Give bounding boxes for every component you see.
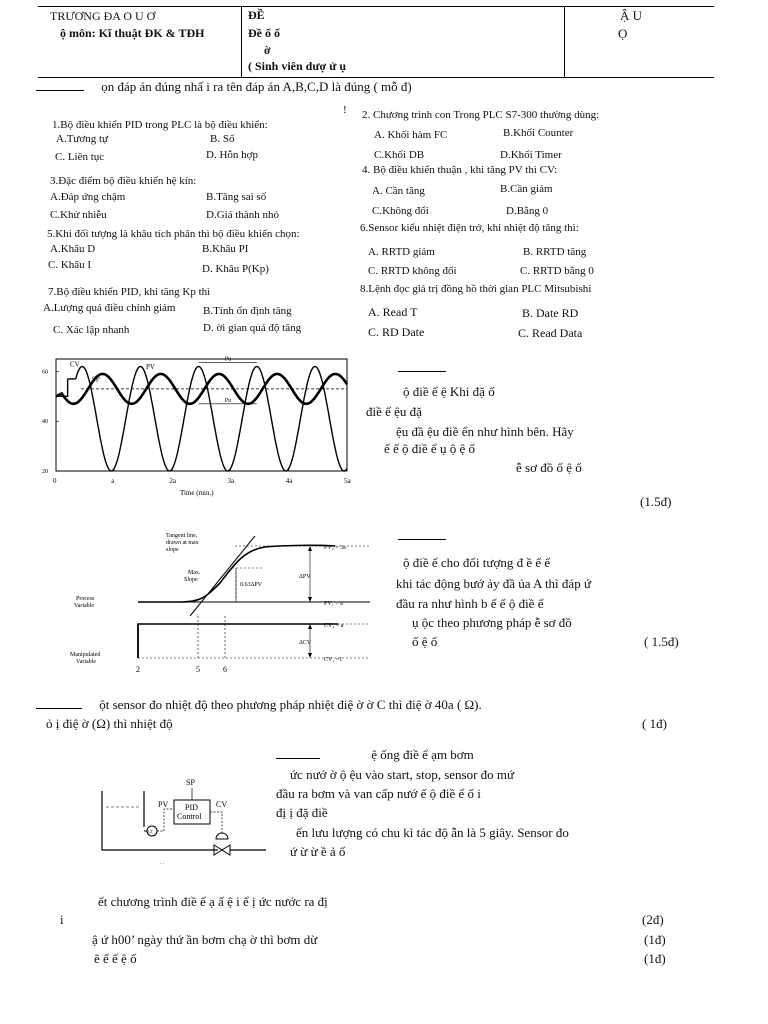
q8-option-c: C. RD Date bbox=[368, 325, 425, 339]
q8-option-a: A. Read T bbox=[368, 305, 418, 319]
process-variable-label: Process Variable bbox=[74, 596, 95, 609]
pv-signal bbox=[157, 809, 174, 831]
sp-label: SP bbox=[186, 778, 195, 787]
y-tick-label: 60 bbox=[42, 369, 48, 376]
q2-marker bbox=[398, 360, 446, 376]
header-right-bottom: Ọ bbox=[618, 26, 628, 41]
q1-option-b: B. Số bbox=[210, 133, 235, 145]
lt-label: LT bbox=[148, 829, 153, 834]
q3-line-1: ộ điề ể cho đối tượng đ ề ể ế bbox=[403, 555, 551, 570]
dot-mark: . . bbox=[160, 861, 164, 865]
q2-line-2: điề ể ệu đặ bbox=[366, 404, 422, 419]
x-tick-label: a bbox=[111, 477, 115, 485]
q1-option-c: C. Liên tục bbox=[55, 151, 105, 163]
valve-actuator bbox=[216, 833, 228, 839]
exam-note: ( Sinh viên dượ ử ụ bbox=[248, 59, 347, 73]
q5-line-6: ứ ừ ừ ề ả ố bbox=[290, 844, 346, 859]
q6-option-d: C. RRTD bằng 0 bbox=[520, 265, 594, 277]
x-tick-label: 2a bbox=[169, 477, 177, 485]
q7-option-d: D. ời gian quá độ tăng bbox=[203, 322, 302, 334]
q4-option-a: A. Cần tăng bbox=[372, 185, 425, 197]
task-3: ẽ ế ế ệ ố bbox=[94, 951, 137, 966]
q4-line-2: ỏ ị điệ ờ (Ω) thì nhiệt độ bbox=[46, 716, 173, 731]
q5-line-3: đầu ra bơm và van cấp nướ ế ộ điề ể ố i bbox=[276, 786, 481, 801]
x-tick-5: 5 bbox=[196, 665, 200, 673]
q2-option-a: A. Khối hàm FC bbox=[374, 129, 448, 141]
chart-xlabel: Time (min.) bbox=[180, 489, 214, 497]
pct-label: 0.63ΔPV bbox=[240, 582, 263, 588]
department-name: ộ môn: Kĩ thuật ĐK & TĐH bbox=[60, 26, 205, 40]
q6-option-c: C. RRTD không đổi bbox=[368, 265, 457, 277]
q5-marker bbox=[276, 758, 320, 759]
dpv-label: ΔPV bbox=[299, 574, 311, 580]
pv-label: PV bbox=[158, 800, 169, 809]
q6-option-b: B. RRTD tăng bbox=[523, 246, 587, 258]
task-1-score: (2đ) bbox=[642, 912, 664, 927]
tank-pid-diagram bbox=[98, 775, 268, 865]
task-3-score: (1đ) bbox=[644, 951, 666, 966]
oscillation-chart bbox=[40, 355, 358, 500]
tangent-line bbox=[190, 536, 255, 616]
x-tick-2: 2 bbox=[136, 665, 140, 673]
q8-option-d: C. Read Data bbox=[518, 326, 583, 340]
q4-option-d: D.Bằng 0 bbox=[506, 205, 549, 217]
x-tick-label: 0 bbox=[53, 477, 57, 485]
q2-option-b: B.Khối Counter bbox=[503, 127, 574, 139]
manipulated-variable-label: Manipulated Variable bbox=[70, 652, 101, 665]
y-tick-label: 20 bbox=[42, 469, 48, 475]
pid-label: PID Control bbox=[177, 803, 202, 821]
question-6: 6.Sensor kiểu nhiệt điện trở, khi nhiệt độ tăng thì: bbox=[360, 222, 579, 234]
question-1: 1.Bộ điều khiển PID trong PLC là bộ điều khiển: bbox=[52, 119, 268, 131]
q3-line-4: ụ ộc theo phương pháp ễ sơ đồ bbox=[412, 615, 572, 630]
q2-line-3: ệu đầ ệu điề ển như hình bên. Hãy bbox=[396, 424, 574, 439]
q7-option-c: C. Xác lập nhanh bbox=[53, 324, 130, 336]
separator-mark: ! bbox=[343, 104, 347, 116]
q3-line-5: ố ệ ố bbox=[412, 634, 438, 649]
x-tick-label: 4a bbox=[285, 477, 293, 485]
pv2-label: PV₂ = 3a bbox=[324, 545, 346, 551]
period-label: Pu bbox=[224, 356, 232, 363]
q2-line-4: ế ế ộ điề ể ụ ộ ệ ố bbox=[384, 441, 475, 456]
cv-label: CV bbox=[216, 800, 228, 809]
x-tick-label: 5a bbox=[344, 477, 351, 485]
q1-option-a: A.Tương tự bbox=[56, 133, 108, 145]
section-blank bbox=[36, 90, 84, 91]
q2-option-c: C.Khối DB bbox=[374, 149, 425, 161]
q2-score: (1.5đ) bbox=[640, 494, 672, 509]
x-tick-label: 3a bbox=[227, 477, 235, 485]
question-4: 4. Bộ điều khiển thuận , khi tăng PV thì CV: bbox=[362, 164, 558, 176]
x-tick-6: 6 bbox=[223, 665, 227, 673]
q7-option-b: B.Tính ổn định tăng bbox=[203, 305, 292, 317]
section1-title: ọn đáp án đúng nhấ i ra tên đáp án A,B,C,D là đúng ( mỗ đ) bbox=[101, 79, 412, 94]
dcv-label: ΔCV bbox=[299, 640, 312, 646]
q4-option-c: C.Không đổi bbox=[372, 205, 429, 217]
q4-row bbox=[36, 697, 482, 713]
cv1-label: CV₁ =1 bbox=[324, 657, 343, 663]
step-response-diagram bbox=[70, 528, 380, 673]
question-7: 7.Bộ điều khiển PID, khi tăng Kp thì bbox=[48, 286, 211, 298]
series-label-sp: SP bbox=[92, 375, 100, 384]
exam-label: ĐỀ bbox=[248, 8, 265, 22]
school-name: TRƯƠNG ĐA O U Ơ bbox=[50, 9, 156, 23]
period-label: Pu bbox=[224, 397, 232, 404]
section1-title-row bbox=[36, 79, 412, 95]
question-2: 2. Chương trình con Trong PLC S7-300 thường dùng: bbox=[362, 109, 600, 121]
q6-option-a: A. RRTD giảm bbox=[368, 246, 435, 258]
q5-option-b: B.Khâu PI bbox=[202, 243, 249, 255]
q5-line-5: ển lưu lượng có chu kì tác độ ẫn là 5 giây. Sensor đo bbox=[296, 825, 569, 840]
q2-line-5: ễ sơ đồ ố ệ ố bbox=[516, 460, 582, 475]
question-3: 3.Đặc điểm bộ điều khiển hệ kín: bbox=[50, 175, 197, 187]
task-1: ết chương trình điề ể ạ ấ ệ i ể ị ức nước ra đị bbox=[98, 894, 328, 909]
q2-line-1: ộ điề ể ệ Khi đặ ố bbox=[403, 384, 495, 399]
q3-score: ( 1.5đ) bbox=[644, 634, 679, 649]
header-right-top: Ậ U bbox=[620, 8, 643, 23]
series-label-cv: CV bbox=[70, 360, 80, 369]
q5-line-4: đị ị đặ điề bbox=[276, 805, 328, 820]
time-line: ờ bbox=[264, 43, 271, 57]
exam-title: Đề ố ố bbox=[248, 26, 280, 40]
q5-option-c: C. Khâu I bbox=[48, 259, 92, 271]
max-slope-label: Max. Slope bbox=[184, 570, 201, 583]
q4-score: ( 1đ) bbox=[642, 716, 667, 731]
q3-line-2: khi tác động bướ ảy đầ ủa A thì đáp ứ bbox=[396, 576, 591, 591]
q7-option-a: A.Lượng quá điều chỉnh giảm bbox=[43, 302, 176, 314]
q5-line-2: ức nướ ờ ộ ệu vào start, stop, sensor đo mứ bbox=[290, 767, 515, 782]
q3-option-c: C.Khử nhiễu bbox=[50, 209, 107, 221]
task-2-score: (1đ) bbox=[644, 932, 666, 947]
cv-signal bbox=[210, 812, 222, 835]
y-tick-label: 40 bbox=[42, 419, 48, 426]
q3-option-a: A.Đáp ứng chậm bbox=[50, 191, 126, 203]
q2-option-d: D.Khối Timer bbox=[500, 149, 562, 161]
q5-line-1: ệ ống điề ể ạm bơm bbox=[371, 747, 474, 762]
series-label-pv: PV bbox=[146, 362, 155, 371]
q5-option-a: A.Khâu D bbox=[50, 243, 96, 255]
q3-option-d: D.Giá thành nhỏ bbox=[206, 209, 280, 221]
question-8: 8.Lệnh đọc giá trị đồng hồ thời gian PLC Mitsubishi bbox=[360, 283, 592, 295]
cv2-label: CV₂ = a bbox=[324, 623, 344, 629]
task-1-cont: i bbox=[60, 912, 64, 927]
q4-line-1: ột sensor đo nhiệt độ theo phương pháp nhiệt điệ ờ ờ C thì điệ ờ 40a ( Ω). bbox=[99, 697, 482, 712]
q5-option-d: D. Khâu P(Kp) bbox=[202, 263, 269, 275]
pv1-label: PV₁ = a bbox=[324, 601, 343, 607]
q3-marker bbox=[398, 528, 446, 544]
q4-option-b: B.Cần giảm bbox=[500, 183, 553, 195]
q5-row-1 bbox=[276, 747, 474, 763]
q3-line-3: đầu ra như hình b ế ế ộ điề ể bbox=[396, 596, 544, 611]
q3-option-b: B.Tăng sai số bbox=[206, 191, 267, 203]
q1-option-d: D. Hỗn hợp bbox=[206, 149, 258, 161]
tangent-label: Tangent line, drawn at max slope bbox=[166, 533, 199, 553]
q4-marker bbox=[36, 708, 82, 709]
q8-option-b: B. Date RD bbox=[522, 306, 579, 320]
question-5: 5.Khi đối tượng là khâu tích phân thì bộ điều khiển chọn: bbox=[47, 228, 300, 240]
task-2: ậ ứ h00’ ngày thứ ần bơm chạ ờ thì bơm dừ bbox=[92, 932, 318, 947]
